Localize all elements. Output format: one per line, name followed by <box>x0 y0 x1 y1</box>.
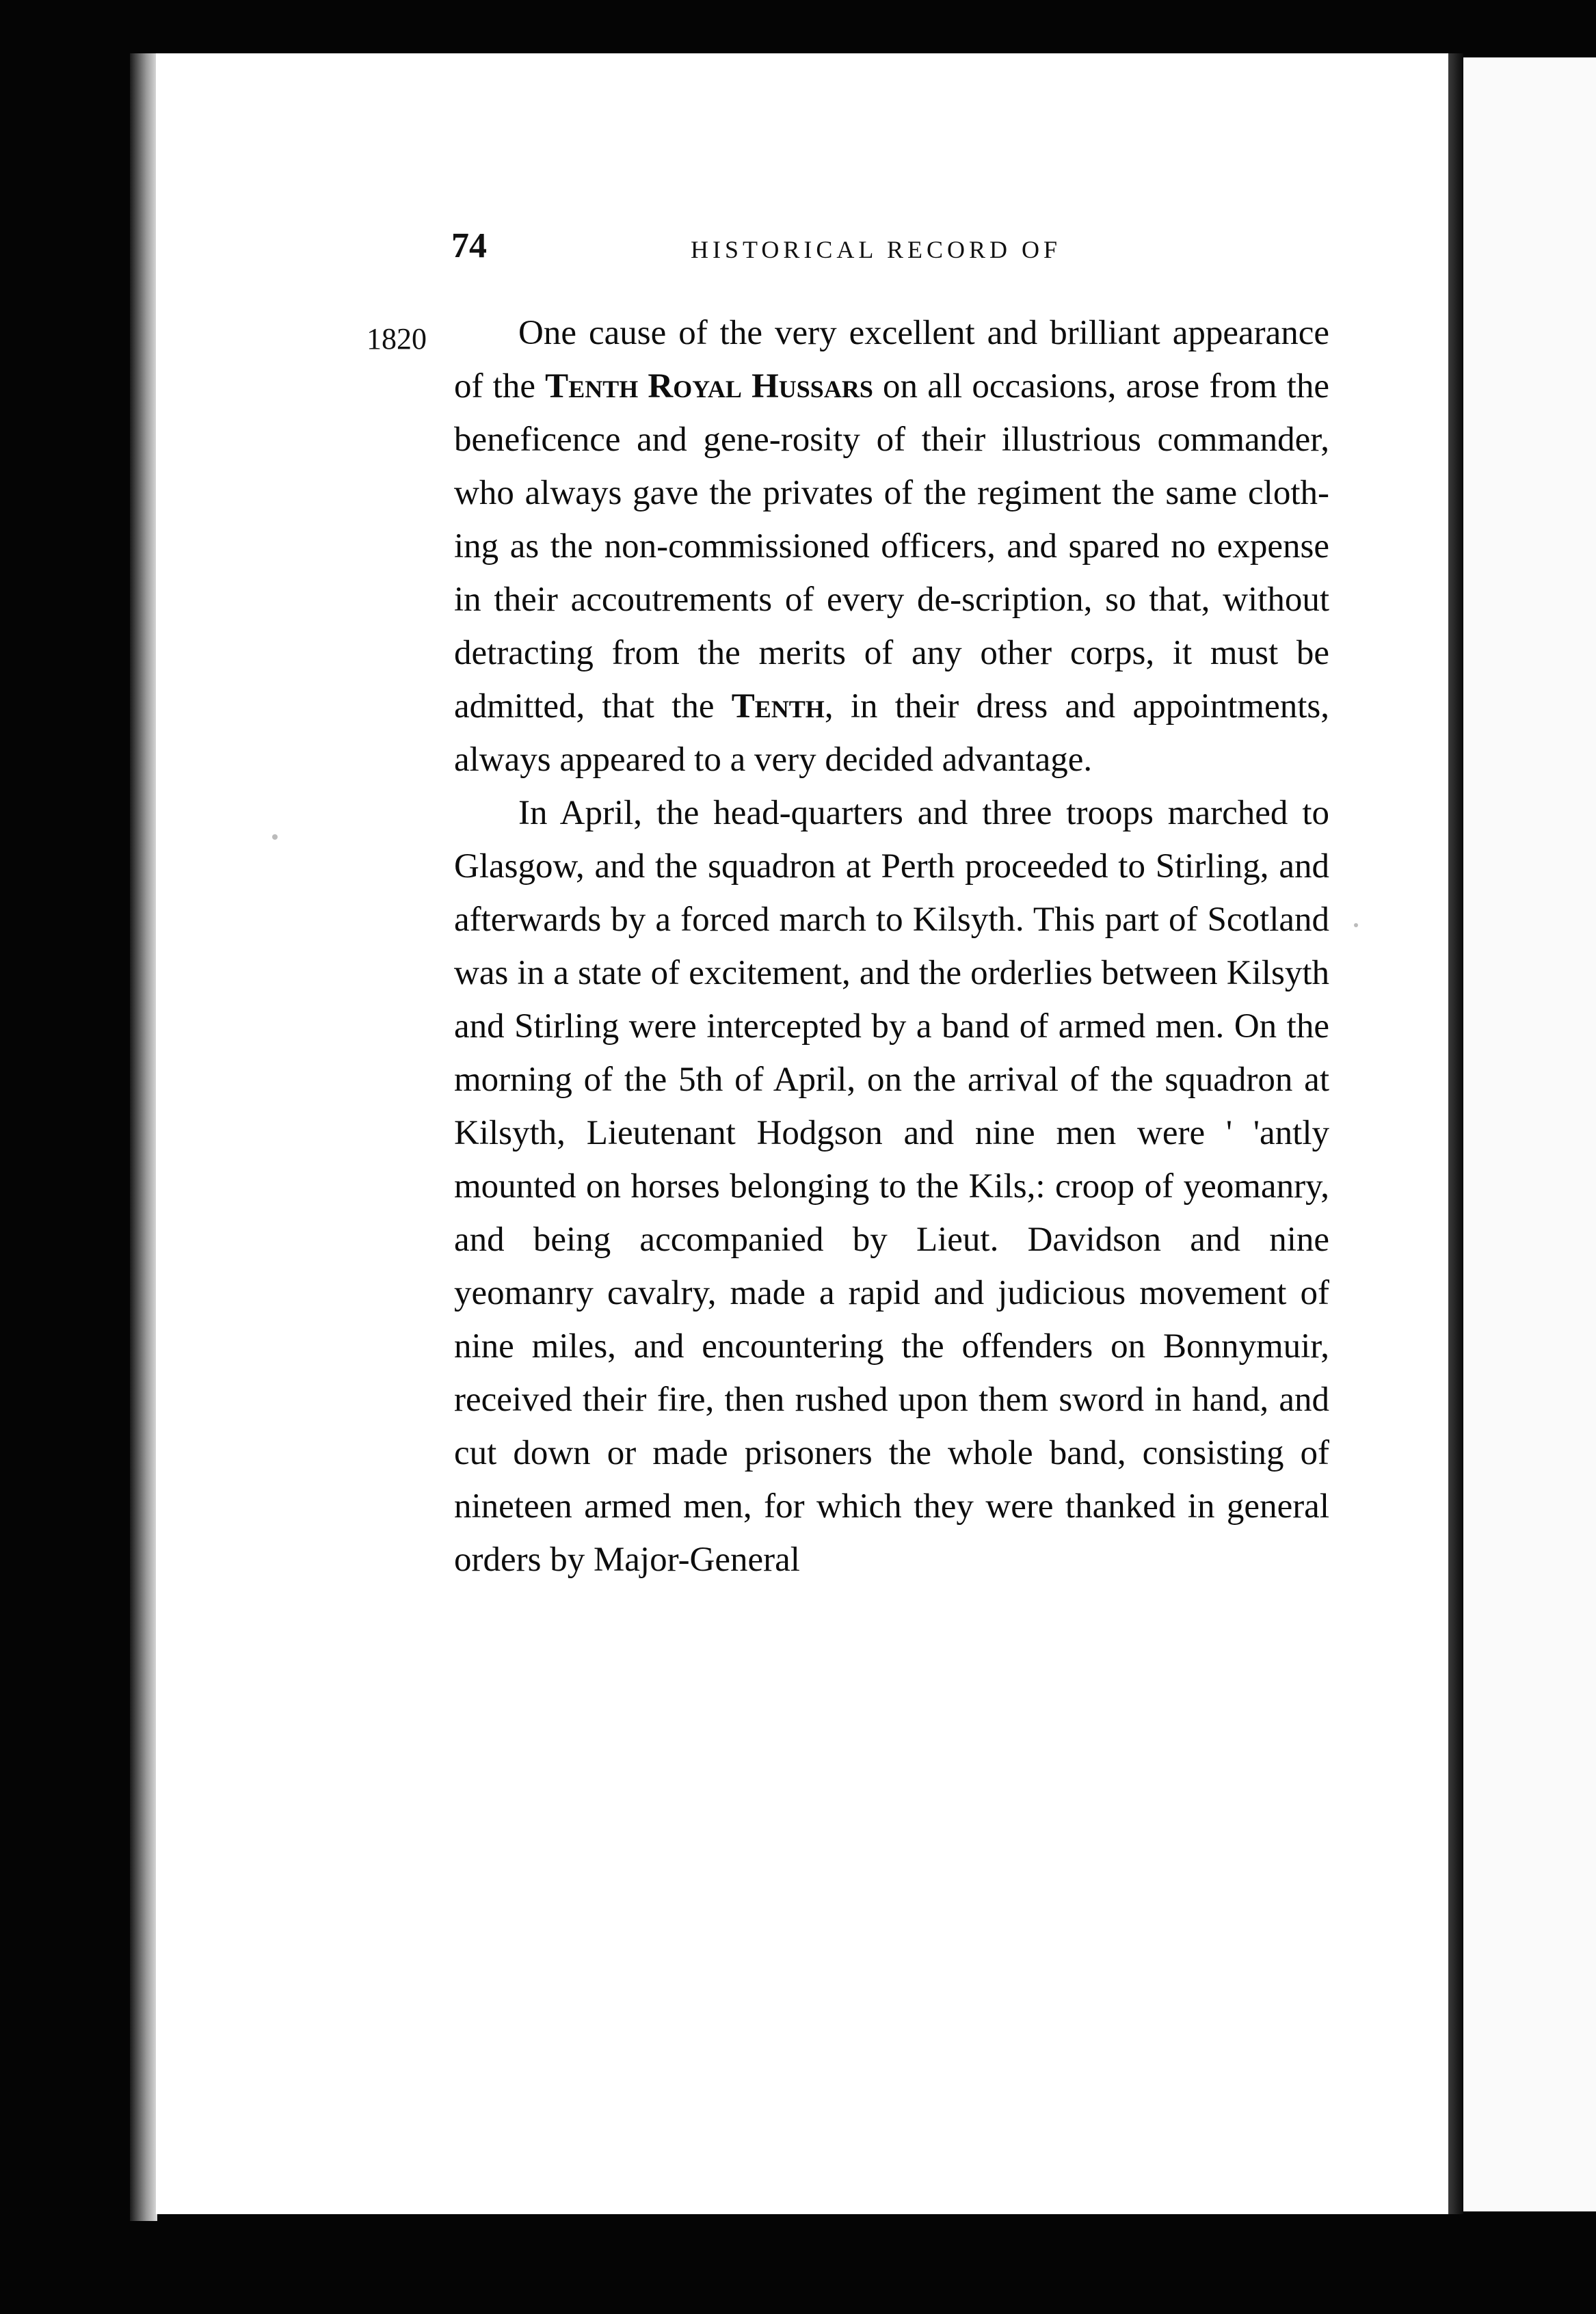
facing-page-edge <box>1463 57 1596 2211</box>
paper-speck <box>272 834 278 840</box>
text-run: One cause of the very excellent and brilliant appearance of the <box>454 314 1329 405</box>
running-head-title: HISTORICAL RECORD OF <box>691 236 1062 263</box>
paragraph <box>454 306 1329 786</box>
text-run: on all occasions, arose from the beneficence and gene-rosity of their illustrious commander, who always gave the privates of the regiment the same cloth-ing as the non-commissioned officers, and spared no expense in their accoutrements of every de-scription, so that, without detracting from the merits of any other corps, it must be admitted, that the <box>454 367 1330 726</box>
regiment-name: Tenth Royal Hussars <box>545 367 873 405</box>
running-head <box>451 226 1340 280</box>
book-binding-edge <box>130 53 157 2221</box>
body-text <box>454 306 1329 1586</box>
regiment-short-name: Tenth <box>731 687 825 726</box>
margin-year: 1820 <box>367 322 427 356</box>
paper-speck <box>1354 923 1358 927</box>
paragraph: In April, the head-quarters and three troops marched to Glasgow, and the squadron at Perth proceeded to Stirling, and afterwards by a forced march to Kilsyth. This part of Scotland was in a state of excitement, and the orderlies between Kilsyth and Stirling were intercepted by a band of armed men. On the morning of the 5th of April, on the arrival of the squadron at Kilsyth, Lieutenant Hodgson and nine men were ' 'antly mounted on horses belonging to the Kils,: croop of yeomanry, and being accompanied by Lieut. Davidson and nine yeomanry cavalry, made a rapid and judicious movement of nine miles, and encountering the offenders on Bonnymuir, received their fire, then rushed upon them sword in hand, and cut down or made prisoners the whole band, consisting of nineteen armed men, for which they were thanked in general orders by Major-General <box>454 794 1329 1579</box>
page-gutter <box>1448 53 1463 2214</box>
text-run: , in their dress and appointments, always appeared to a very decided advantage. <box>454 687 1329 779</box>
page-number: 74 <box>451 226 487 265</box>
